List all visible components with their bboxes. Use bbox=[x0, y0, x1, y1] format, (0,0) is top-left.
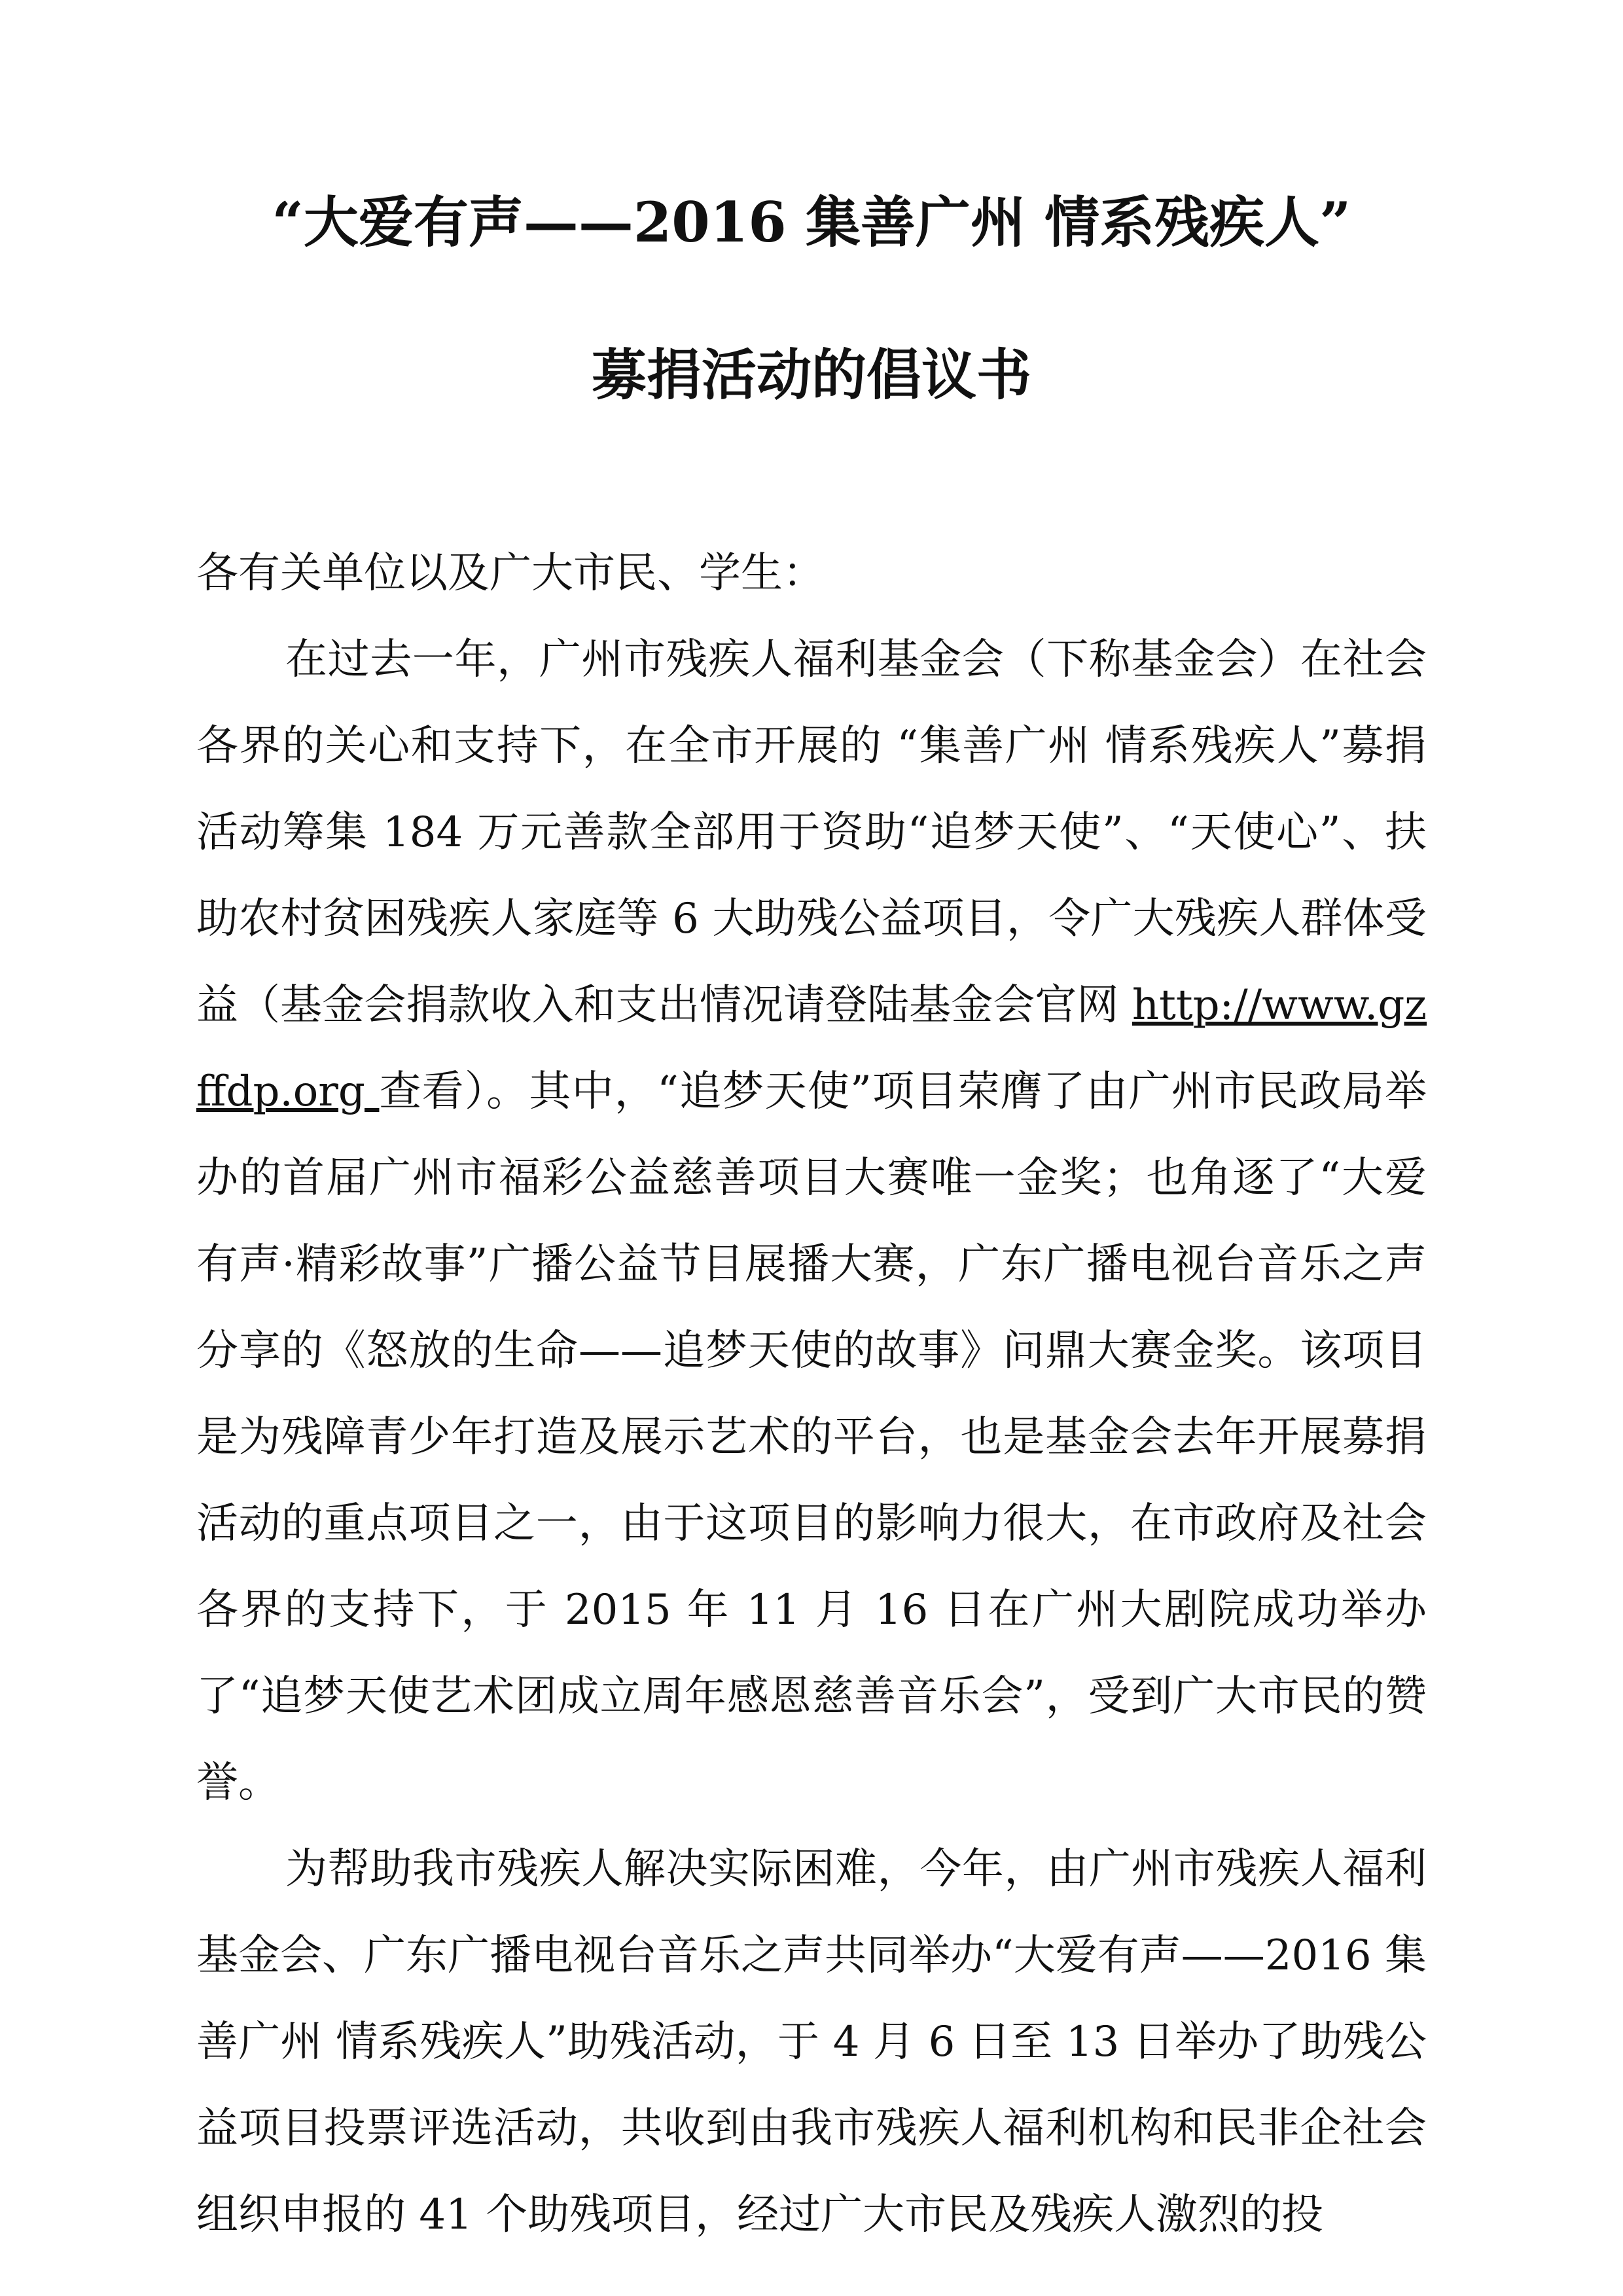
paragraph-2: 为帮助我市残疾人解决实际困难，今年，由广州市残疾人福利基金会、广东广播电视台音乐之声共同举办“大爱有声——2016 集善广州 情系残疾人”助残活动，于 4 月 6 日至 13 日举办了助残公益项目投票评选活动，共收到由我市残疾人福利机构和民非企社会组织申报的 41 个助残项目，经过广大市民及残疾人激烈的投 bbox=[196, 1845, 1427, 2239]
paragraph-1 bbox=[196, 617, 1427, 1826]
paragraph-1-text-b: 查看）。其中，“追梦天使”项目荣膺了由广州市民政局举办的首届广州市福彩公益慈善项目大赛唯一金奖；也角逐了“大爱有声·精彩故事”广播公益节目展播大赛，广东广播电视台音乐之声分享的《怒放的生命——追梦天使的故事》问鼎大赛金奖。该项目是为残障青少年打造及展示艺术的平台，也是基金会去年开展募捐活动的重点项目之一，由于这项目的影响力很大，在市政府及社会各界的支持下，于 2015 年 11 月 16 日在广州大剧院成功举办了“追梦天使艺术团成立周年感恩慈善音乐会”，受到广大市民的赞誉。 bbox=[196, 1067, 1427, 1807]
title-line-2: 募捐活动的倡议书 bbox=[591, 342, 1031, 407]
document-body bbox=[196, 530, 1427, 2258]
paragraph-1-text-a: 在过去一年，广州市残疾人福利基金会（下称基金会）在社会各界的关心和支持下，在全市开展的 “集善广州 情系残疾人”募捐活动筹集 184 万元善款全部用于资助“追梦天使”、“天使心”、扶助农村贫困残疾人家庭等 6 大助残公益项目，令广大残疾人群体受益（基金会捐款收入和支出情况请登陆基金会官网 bbox=[196, 636, 1427, 1030]
foundation-website-link[interactable]: http://www.gzffdp.org bbox=[196, 981, 1427, 1116]
salutation: 各有关单位以及广大市民、学生： bbox=[196, 549, 825, 598]
document-title bbox=[196, 190, 1427, 408]
title-line-1: “大爱有声——2016 集善广州 情系残疾人” bbox=[272, 190, 1351, 255]
